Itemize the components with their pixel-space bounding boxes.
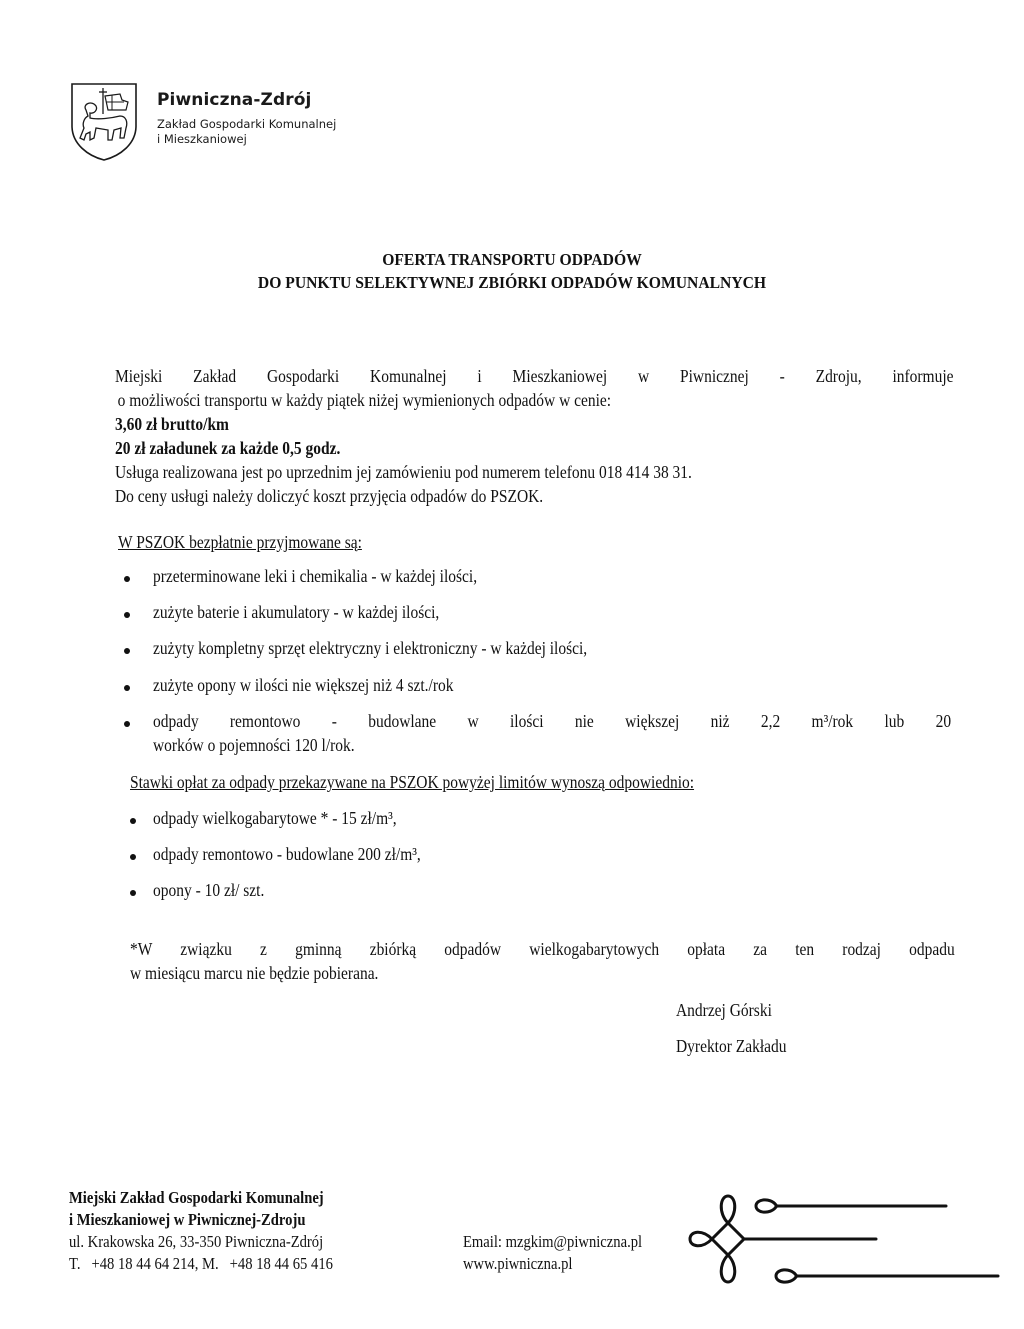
- footer-org-line1: Miejski Zakład Gospodarki Komunalnej: [69, 1188, 324, 1207]
- intro-paragraph: [115, 364, 954, 508]
- footnote: [130, 937, 955, 985]
- bullet-icon: [124, 576, 130, 582]
- list-item: opony - 10 zł/ szt.: [153, 880, 265, 900]
- bullet-icon: [124, 648, 130, 654]
- document-title-line1: OFERTA TRANSPORTU ODPADÓW: [382, 250, 642, 269]
- intro-line1: Miejski Zakład Gospodarki Komunalnej i Mieszkaniowej w Piwnicznej - Zdroju, informuje: [115, 366, 954, 386]
- price-per-km: 3,60 zł brutto/km: [115, 414, 229, 434]
- footer-ornament: [684, 1188, 1004, 1288]
- extra-cost-info: Do ceny usługi należy doliczyć koszt przyjęcia odpadów do PSZOK.: [115, 486, 544, 506]
- list-item: zużyte opony w ilości nie większej niż 4 szt./rok: [153, 675, 454, 695]
- bullet-icon: [130, 818, 136, 824]
- list-item: zużyty kompletny sprzęt elektryczny i elektroniczny - w każdej ilości,: [153, 638, 588, 658]
- organization-subtitle: [157, 117, 336, 147]
- list-item: odpady remontowo - budowlane 200 zł/m³,: [153, 844, 421, 864]
- order-info: Usługa realizowana jest po uprzednim jej zamówieniu pod numerem telefonu 018 414 38 31.: [115, 462, 692, 482]
- bullet-icon: [124, 721, 130, 727]
- bullet-icon: [130, 890, 136, 896]
- bullet-icon: [124, 612, 130, 618]
- price-loading: 20 zł załadunek za każde 0,5 godz.: [115, 438, 341, 458]
- document-title: [41, 248, 983, 294]
- signature-title: Dyrektor Zakładu: [676, 1036, 787, 1056]
- list-item: [153, 709, 951, 757]
- free-section-heading: W PSZOK bezpłatnie przyjmowane są:: [118, 532, 362, 552]
- footer-org-line2: i Mieszkaniowej w Piwnicznej-Zdroju: [69, 1210, 306, 1229]
- list-item: odpady wielkogabarytowe * - 15 zł/m³,: [153, 808, 397, 828]
- signature-name: Andrzej Górski: [676, 1000, 772, 1020]
- document-title-line2: DO PUNKTU SELEKTYWNEJ ZBIÓRKI ODPADÓW KOMUNALNYCH: [257, 273, 767, 292]
- footer-organization: [69, 1187, 333, 1275]
- footer-contact: [463, 1231, 642, 1275]
- footer-website[interactable]: www.piwniczna.pl: [463, 1254, 573, 1273]
- coat-of-arms-logo: [68, 80, 140, 162]
- footnote-line1: *W związku z gminną zbiórką odpadów wielkogabarytowych opłata za ten rodzaj odpadu: [130, 939, 955, 959]
- decorative-knot-lines-icon: [684, 1188, 1004, 1288]
- list-item-line1: odpady remontowo - budowlane w ilości nie większej niż 2,2 m³/rok lub 20: [153, 711, 952, 731]
- list-item: zużyte baterie i akumulatory - w każdej ilości,: [153, 602, 440, 622]
- bullet-icon: [130, 854, 136, 860]
- fees-section-heading: Stawki opłat za odpady przekazywane na PSZOK powyżej limitów wynoszą odpowiednio:: [130, 772, 695, 792]
- coat-of-arms-lamb-icon: [68, 80, 140, 162]
- list-item-line2: worków o pojemności 120 l/rok.: [153, 735, 355, 755]
- organization-subtitle-line1: Zakład Gospodarki Komunalnej: [157, 117, 337, 131]
- organization-subtitle-line2: i Mieszkaniowej: [157, 132, 247, 146]
- footer-address: ul. Krakowska 26, 33-350 Piwniczna-Zdrój: [69, 1232, 324, 1251]
- intro-line2: o możliwości transportu w każdy piątek niżej wymienionych odpadów w cenie:: [117, 390, 612, 410]
- footer-phones: T. +48 18 44 64 214, M. +48 18 44 65 416: [69, 1254, 333, 1273]
- bullet-icon: [124, 685, 130, 691]
- footer-email[interactable]: Email: mzgkim@piwniczna.pl: [463, 1232, 643, 1251]
- list-item: przeterminowane leki i chemikalia - w każdej ilości,: [153, 566, 478, 586]
- municipality-name: Piwniczna-Zdrój: [157, 90, 312, 110]
- footnote-line2: w miesiącu marcu nie będzie pobierana.: [130, 963, 379, 983]
